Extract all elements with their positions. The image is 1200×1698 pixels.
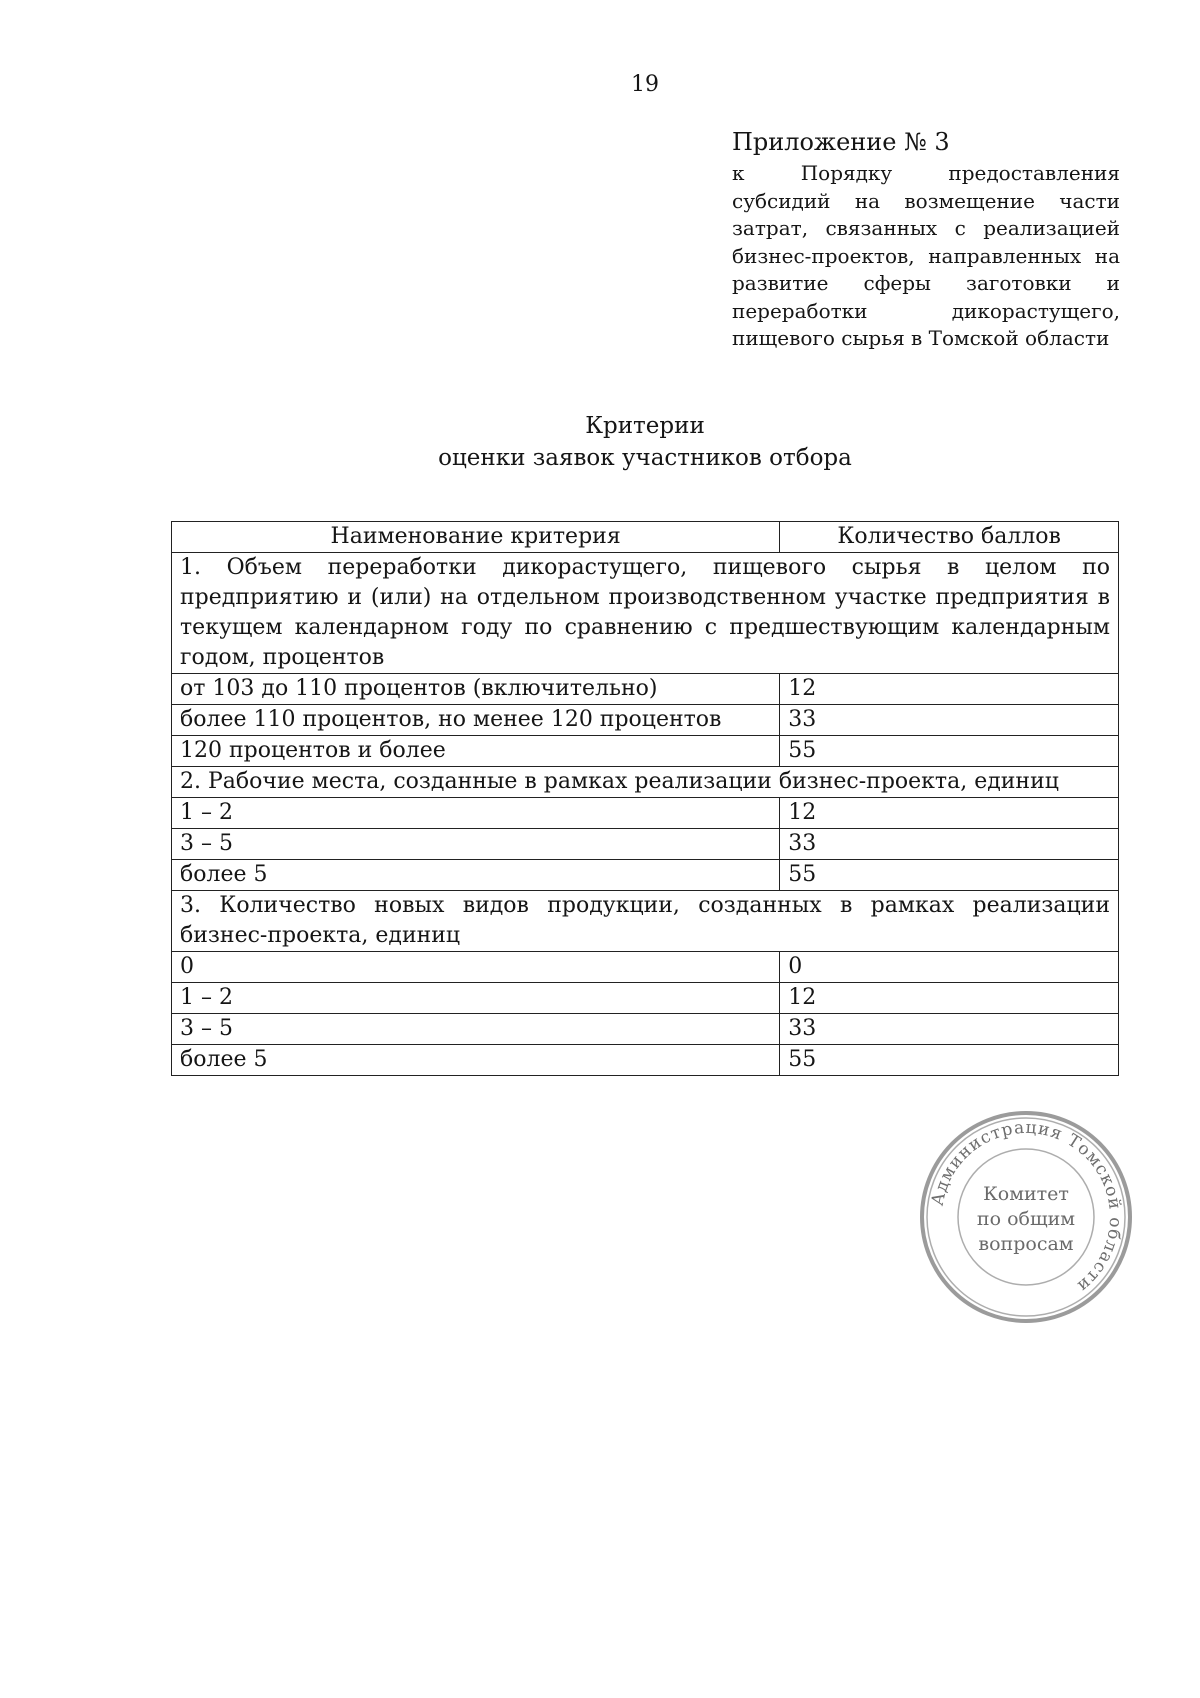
appendix-title: Приложение № 3 [732, 128, 950, 156]
criterion-cell: от 103 до 110 процентов (включительно) [172, 674, 780, 705]
table-row [172, 1045, 1119, 1076]
points-cell: 55 [780, 1045, 1119, 1076]
table-row [172, 952, 1119, 983]
points-cell: 0 [780, 952, 1119, 983]
criterion-cell: 3 – 5 [172, 829, 780, 860]
points-cell: 33 [780, 1014, 1119, 1045]
criterion-cell: 120 процентов и более [172, 736, 780, 767]
stamp-ring-text: Администрация Томской области [927, 1117, 1126, 1297]
appendix-text: к Порядку предоставления субсидий на возмещение части затрат, связанных с реализацией бизнес-проектов, направленных на развитие сферы заготовки и переработки дикорастущего, пищевого сырья в Томской области [732, 161, 1120, 350]
heading-line-1: Критерии [585, 413, 705, 439]
document-heading [0, 410, 1200, 474]
stamp-line-3: вопросам [978, 1233, 1074, 1255]
section-row [172, 553, 1119, 674]
table-row [172, 860, 1119, 891]
table-header-row [172, 522, 1119, 553]
table-row [172, 674, 1119, 705]
points-cell: 33 [780, 705, 1119, 736]
section-title: 3. Количество новых видов продукции, созданных в рамках реализации бизнес-проекта, единиц [172, 891, 1119, 952]
points-cell: 12 [780, 674, 1119, 705]
criterion-cell: 1 – 2 [172, 983, 780, 1014]
points-cell: 55 [780, 736, 1119, 767]
header-criterion: Наименование критерия [172, 522, 780, 553]
points-cell: 55 [780, 860, 1119, 891]
stamp-line-2: по общим [976, 1208, 1076, 1230]
section-row [172, 891, 1119, 952]
criteria-table [171, 521, 1119, 1076]
points-cell: 12 [780, 983, 1119, 1014]
table-row [172, 1014, 1119, 1045]
points-cell: 12 [780, 798, 1119, 829]
table-row [172, 705, 1119, 736]
table-row [172, 798, 1119, 829]
section-title: 2. Рабочие места, созданные в рамках реализации бизнес-проекта, единиц [172, 767, 1119, 798]
table-row [172, 829, 1119, 860]
table-row [172, 736, 1119, 767]
table-row [172, 983, 1119, 1014]
criterion-cell: 0 [172, 952, 780, 983]
page-number: 19 [631, 72, 659, 97]
section-row [172, 767, 1119, 798]
stamp-line-1: Комитет [983, 1183, 1069, 1205]
criterion-cell: более 5 [172, 860, 780, 891]
appendix-block [732, 128, 1120, 353]
criterion-cell: более 110 процентов, но менее 120 процентов [172, 705, 780, 736]
points-cell: 33 [780, 829, 1119, 860]
criterion-cell: более 5 [172, 1045, 780, 1076]
criterion-cell: 1 – 2 [172, 798, 780, 829]
header-points: Количество баллов [780, 522, 1119, 553]
heading-line-2: оценки заявок участников отбора [438, 445, 852, 471]
official-stamp [917, 1108, 1135, 1326]
section-title: 1. Объем переработки дикорастущего, пищевого сырья в целом по предприятию и (или) на отдельном производственном участке предприятия в текущем календарном году по сравнению с предшествующим календарным годом, процентов [172, 553, 1119, 674]
criterion-cell: 3 – 5 [172, 1014, 780, 1045]
